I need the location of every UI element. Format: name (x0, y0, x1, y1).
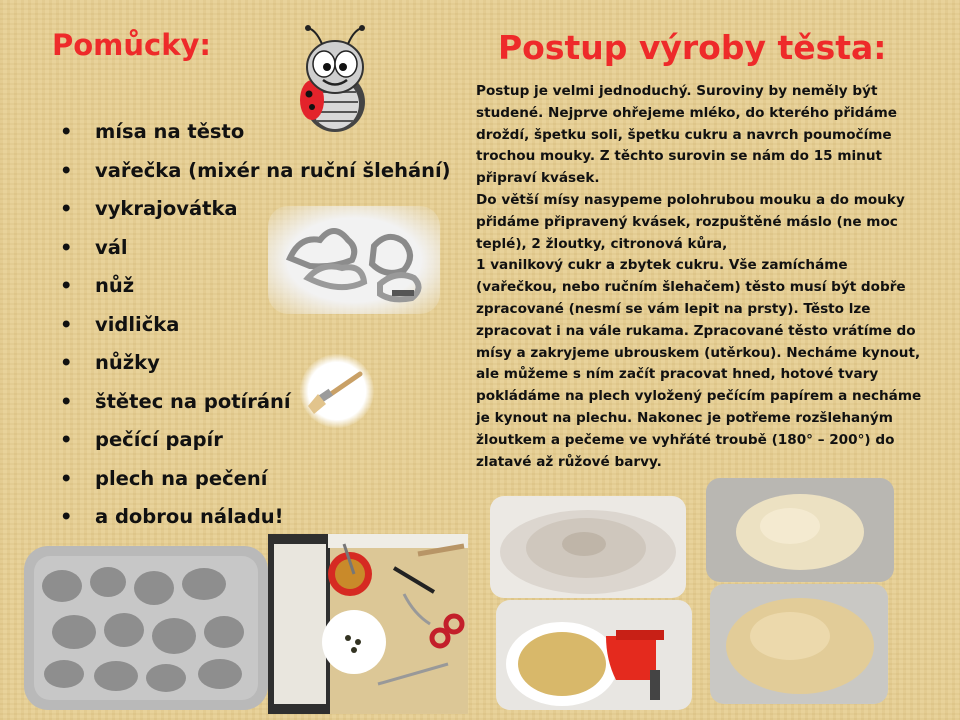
tools-title: Pomůcky: (52, 28, 212, 62)
tools-item: • vál (60, 234, 451, 273)
process-line: (vařečkou, nebo ručním šlehačem) těsto musí být dobře (476, 279, 906, 296)
process-line: 1 vanilkový cukr a zbytek cukru. Vše zamícháme (476, 257, 848, 274)
process-line: mísy a zakryjeme ubrouskem (utěrkou). Necháme kynout, (476, 344, 921, 361)
process-line: droždí, špetku soli, špetku cukru a navrch poumočíme (476, 126, 892, 143)
process-line: žloutkem a pečeme ve vyhřáté troubě (180° – 200°) do (476, 431, 895, 448)
process-line: teplé), 2 žloutky, citronová kůra, (476, 235, 728, 252)
tools-item: • nůž (60, 272, 451, 311)
process-line: Postup je velmi jednoduchý. Suroviny by neměly být (476, 83, 878, 99)
cookie-cutters-photo (268, 206, 440, 314)
process-line: ale můžeme s ním začít pracovat hned, hotové tvary (476, 366, 879, 383)
tools-item: • štětec na potírání (60, 388, 451, 427)
process-title: Postup výroby těsta: (498, 28, 887, 67)
flour-photo (490, 496, 686, 598)
dough-photo-2 (710, 584, 888, 704)
tools-item: • a dobrou náladu! (60, 503, 451, 542)
tools-item: • nůžky (60, 349, 451, 388)
dough-photo-1 (706, 478, 894, 582)
tools-list (60, 118, 451, 542)
process-line: Do větší mísy nasypeme polohrubou mouku a do mouky (476, 191, 905, 208)
process-line: pokládáme na plech vyložený pečícím papírem a necháme (476, 388, 922, 405)
tools-item: • vykrajovátka (60, 195, 451, 234)
process-line: je kynout na plechu. Nakonec je potřeme rozšlehaným (476, 409, 893, 426)
process-line: zlatavé až růžové barvy. (476, 453, 662, 470)
process-line: připraví kvásek. (476, 170, 600, 187)
tools-item: • pečící papír (60, 426, 451, 465)
baking-tray-photo (24, 546, 268, 710)
process-line: zpracovat i na vále rukama. Zpracované těsto vrátíme do (476, 322, 916, 339)
process-line: zpracované (nesmí se vám lepit na prsty). Těsto lze (476, 300, 871, 317)
tools-table-photo (268, 534, 468, 714)
process-text (476, 81, 946, 473)
tools-item: • plech na pečení (60, 465, 451, 504)
tools-item: • vařečka (mixér na ruční šlehání) (60, 157, 451, 196)
brush-photo (300, 354, 374, 428)
tools-item: • vidlička (60, 311, 451, 350)
process-line: studené. Nejprve ohřejeme mléko, do kterého přidáme (476, 104, 898, 121)
tools-item: • mísa na těsto (60, 118, 451, 157)
mixing-photo (496, 600, 692, 710)
process-line: přidáme připravený kvásek, rozpuštěné máslo (ne moc (476, 213, 898, 230)
process-line: trochou mouky. Z těchto surovin se nám do 15 minut (476, 148, 883, 165)
